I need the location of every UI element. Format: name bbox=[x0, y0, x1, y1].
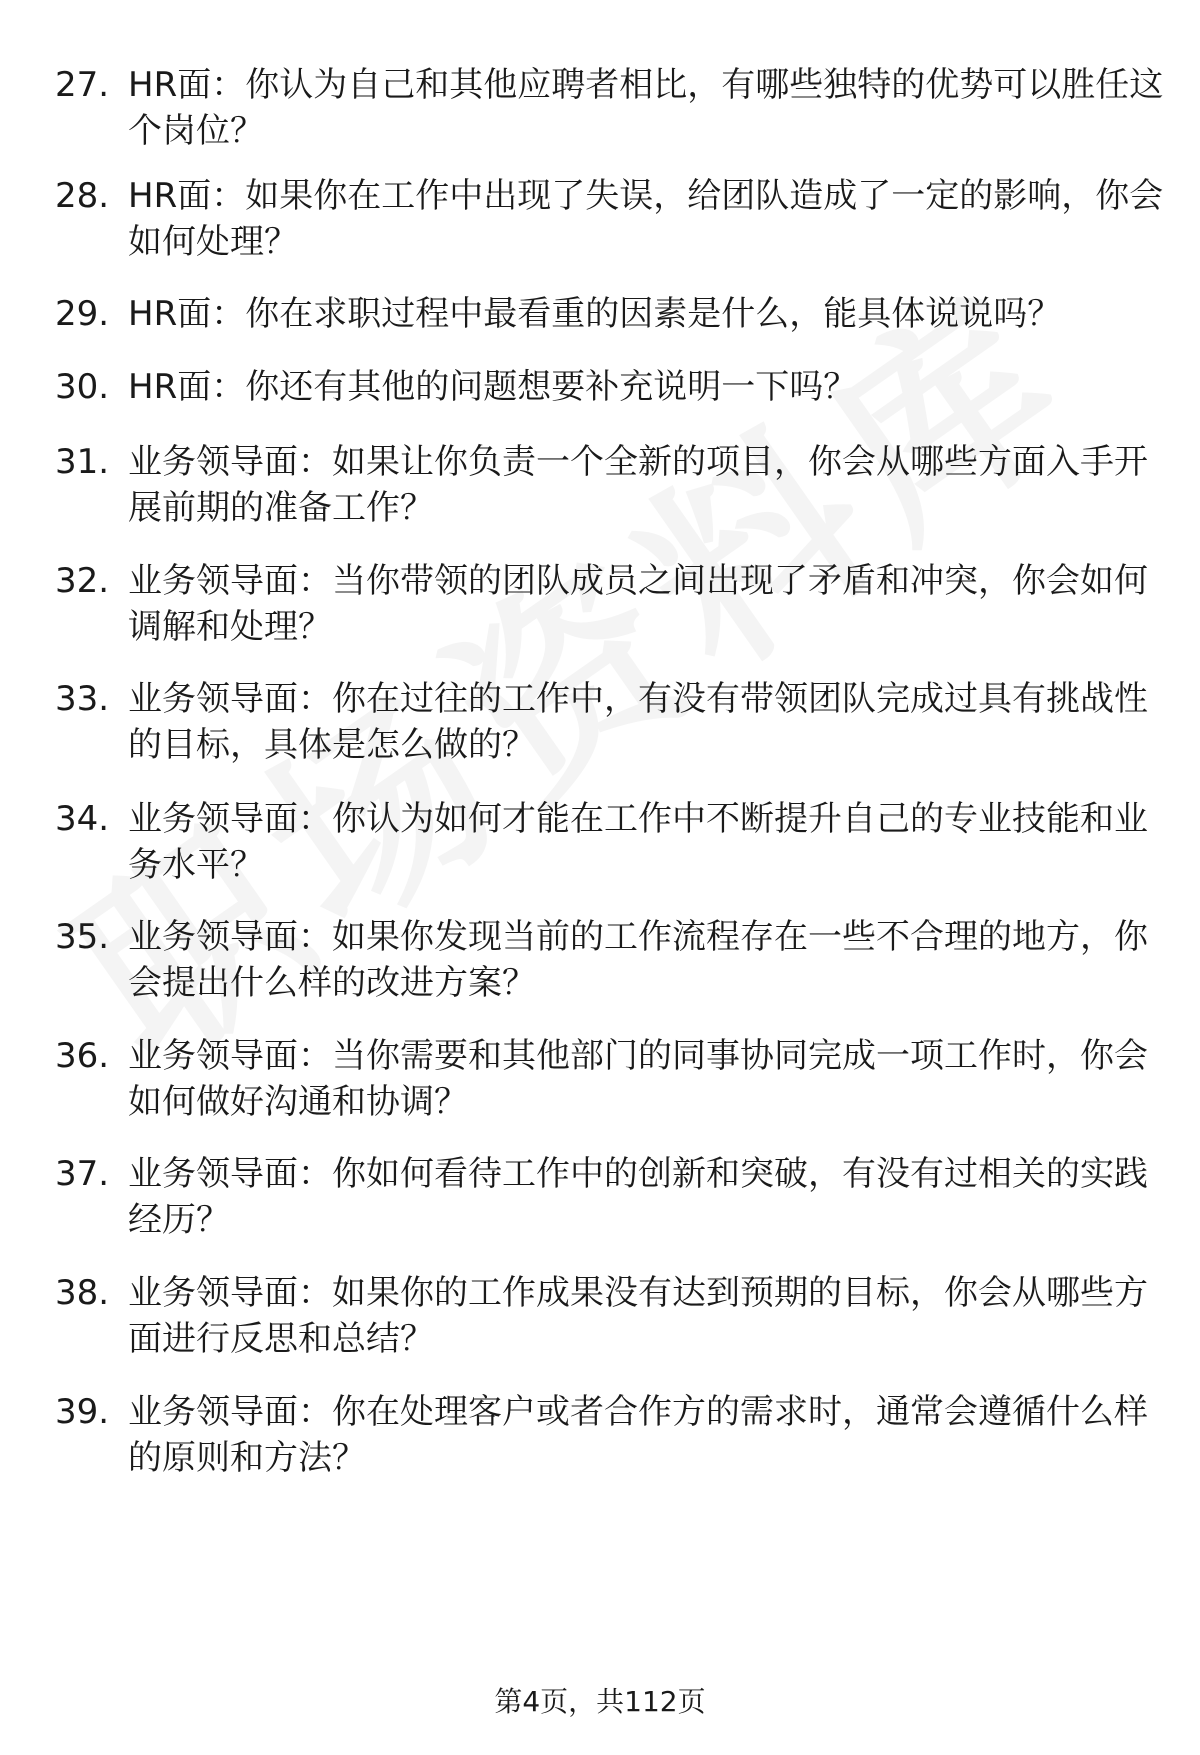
question-number: 29. bbox=[55, 294, 110, 334]
question-text: 业务领导面：你在过往的工作中，有没有带领团队完成过具有挑战性的目标，具体是怎么做的？ bbox=[128, 679, 1148, 765]
question-text: 业务领导面：你认为如何才能在工作中不断提升自己的专业技能和业务水平？ bbox=[128, 799, 1148, 885]
question-text: 业务领导面：如果你的工作成果没有达到预期的目标，你会从哪些方面进行反思和总结？ bbox=[128, 1273, 1148, 1359]
question-number: 31. bbox=[55, 442, 110, 482]
question-number: 38. bbox=[55, 1273, 110, 1313]
question-number: 36. bbox=[55, 1036, 110, 1076]
question-number: 34. bbox=[55, 799, 110, 839]
question-text: 业务领导面：如果你发现当前的工作流程存在一些不合理的地方，你会提出什么样的改进方案？ bbox=[128, 917, 1148, 1003]
question-text: 业务领导面：你如何看待工作中的创新和突破，有没有过相关的实践经历？ bbox=[128, 1154, 1148, 1240]
question-text: HR面：你还有其他的问题想要补充说明一下吗？ bbox=[128, 367, 858, 407]
question-number: 28. bbox=[55, 176, 110, 216]
question-number: 32. bbox=[55, 561, 110, 601]
question-text: HR面：如果你在工作中出现了失误，给团队造成了一定的影响，你会如何处理？ bbox=[128, 176, 1164, 262]
question-text: 业务领导面：如果让你负责一个全新的项目，你会从哪些方面入手开展前期的准备工作？ bbox=[128, 442, 1148, 528]
question-number: 30. bbox=[55, 367, 110, 407]
question-number: 33. bbox=[55, 679, 110, 719]
question-number: 39. bbox=[55, 1392, 110, 1432]
question-number: 35. bbox=[55, 917, 110, 957]
question-text: 业务领导面：当你需要和其他部门的同事协同完成一项工作时，你会如何做好沟通和协调？ bbox=[128, 1036, 1148, 1122]
page-number-footer: 第4页，共112页 bbox=[494, 1685, 706, 1718]
question-text: 业务领导面：当你带领的团队成员之间出现了矛盾和冲突，你会如何调解和处理？ bbox=[128, 561, 1148, 647]
question-text: HR面：你认为自己和其他应聘者相比，有哪些独特的优势可以胜任这个岗位？ bbox=[128, 65, 1164, 151]
question-number: 27. bbox=[55, 65, 110, 105]
question-text: 业务领导面：你在处理客户或者合作方的需求时，通常会遵循什么样的原则和方法？ bbox=[128, 1392, 1148, 1478]
question-text: HR面：你在求职过程中最看重的因素是什么，能具体说说吗？ bbox=[128, 294, 1062, 334]
question-number: 37. bbox=[55, 1154, 110, 1194]
